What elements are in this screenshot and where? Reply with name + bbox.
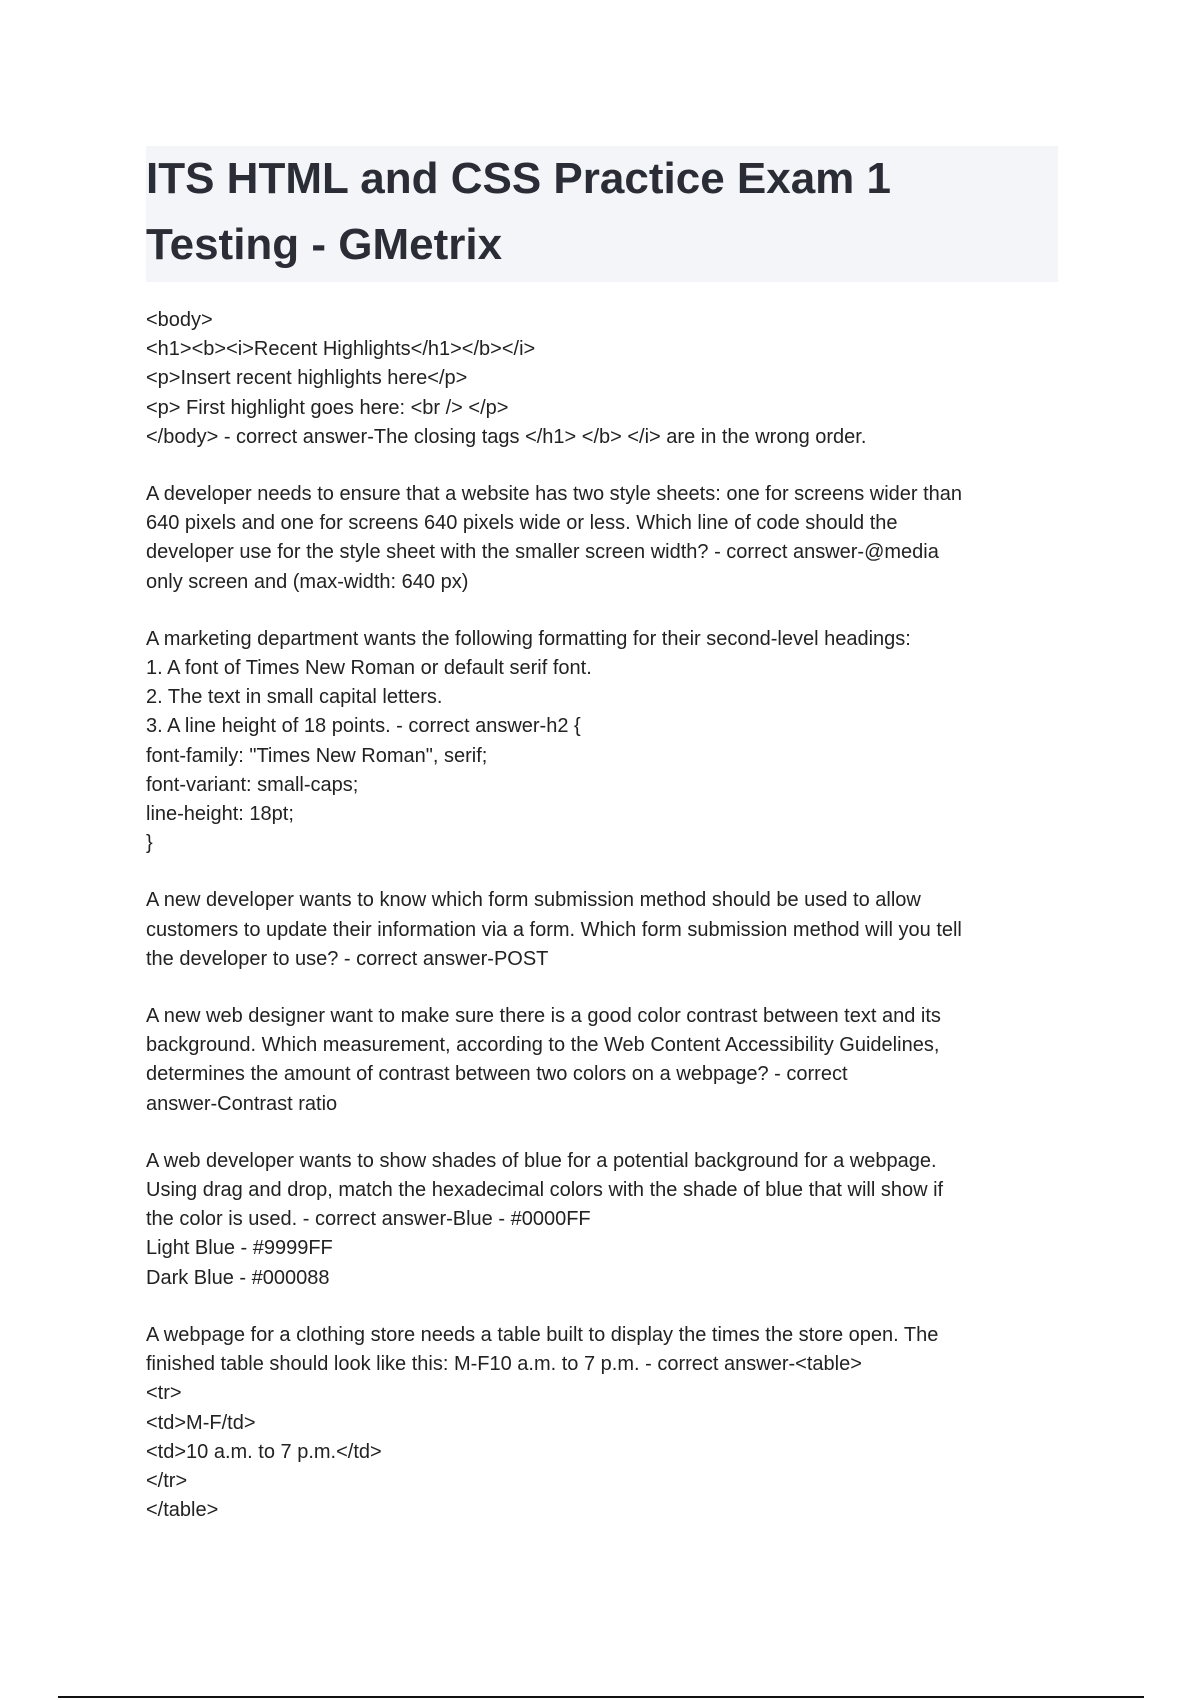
text-line: <body> [146,309,213,331]
text-line: font-family: "Times New Roman", serif; [146,744,488,767]
text-line: 3. A line height of 18 points. - correct answer-h2 { [146,715,581,738]
text-line: </body> - correct answer-The closing tags </h1> </b> </i> are in the wrong order. [146,425,867,448]
qa-block-7 [146,1321,1066,1525]
text-line: A marketing department wants the following formatting for their second-level headings: [146,627,911,650]
text-line: the developer to use? - correct answer-POST [146,947,549,970]
text-line: determines the amount of contrast between two colors on a webpage? - correct [146,1063,848,1086]
text-line: </table> [146,1499,219,1522]
text-line: customers to update their information via a form. Which form submission method will you tell [146,918,962,941]
text-line: developer use for the style sheet with the smaller screen width? - correct answer-@media [146,541,939,564]
text-line: <h1><b><i>Recent Highlights</h1></b></i> [146,338,536,361]
text-line: } [146,832,153,855]
text-line: 2. The text in small capital letters. [146,686,443,709]
text-line: Dark Blue - #000088 [146,1266,330,1289]
text-line: A webpage for a clothing store needs a table built to display the times the store open. The [146,1323,939,1346]
page-bottom-rule [58,1696,1144,1698]
qa-block-3 [146,625,1066,859]
document-title-line-2: Testing - GMetrix [146,220,503,269]
text-line: font-variant: small-caps; [146,773,359,796]
text-line: A developer needs to ensure that a website has two style sheets: one for screens wider than [146,483,963,506]
text-line: A web developer wants to show shades of blue for a potential background for a webpage. [146,1149,937,1172]
text-line: the color is used. - correct answer-Blue - #0000FF [146,1208,591,1231]
text-line: <p> First highlight goes here: <br /> </p> [146,396,509,419]
document-body [146,306,1066,1553]
qa-block-4 [146,886,1066,974]
text-line: <p>Insert recent highlights here</p> [146,367,468,390]
text-line: finished table should look like this: M-F10 a.m. to 7 p.m. - correct answer-<table> [146,1353,862,1376]
text-line: Using drag and drop, match the hexadecimal colors with the shade of blue that will show if [146,1179,944,1202]
text-line: line-height: 18pt; [146,803,294,826]
text-line: Light Blue - #9999FF [146,1237,333,1260]
text-line: A new web designer want to make sure there is a good color contrast between text and its [146,1005,941,1028]
text-line: <td>M-F/td> [146,1411,256,1434]
document-title-block [146,146,1058,282]
text-line: background. Which measurement, according to the Web Content Accessibility Guidelines, [146,1034,940,1057]
qa-block-2 [146,480,1066,597]
qa-block-1 [146,306,1066,452]
qa-block-6 [146,1147,1066,1293]
text-line: A new developer wants to know which form submission method should be used to allow [146,889,921,912]
text-line: <td>10 a.m. to 7 p.m.</td> [146,1440,382,1463]
text-line: 1. A font of Times New Roman or default serif font. [146,657,592,680]
text-line: answer-Contrast ratio [146,1092,338,1115]
qa-block-5 [146,1002,1066,1119]
text-line: </tr> [146,1469,188,1492]
text-line: only screen and (max-width: 640 px) [146,570,469,593]
text-line: 640 pixels and one for screens 640 pixels wide or less. Which line of code should the [146,512,898,535]
text-line: <tr> [146,1382,182,1405]
document-title-line-1: ITS HTML and CSS Practice Exam 1 [146,154,891,203]
